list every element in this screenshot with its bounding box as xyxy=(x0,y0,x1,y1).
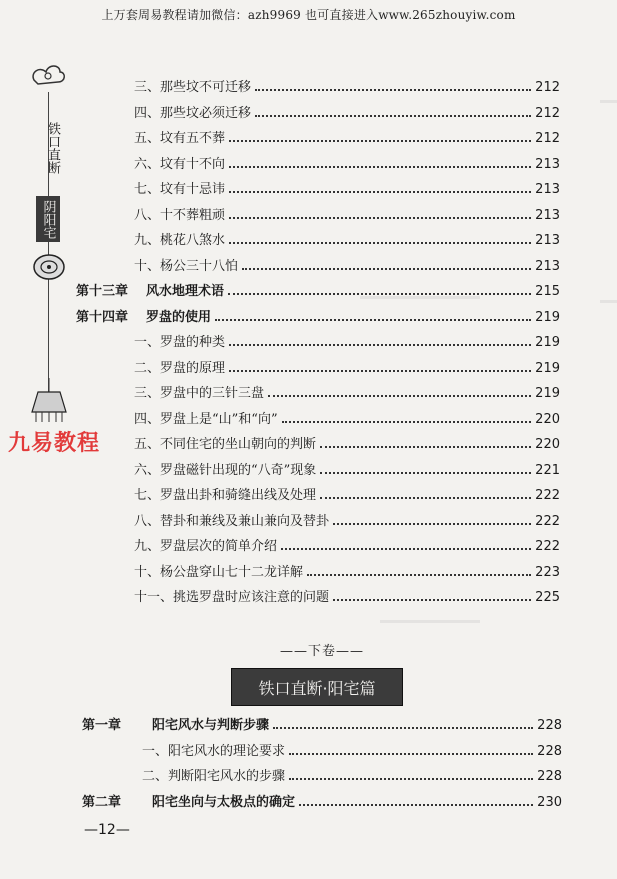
leader-dots xyxy=(289,752,533,755)
leader-dots xyxy=(229,165,531,168)
toc-section-entry[interactable] xyxy=(134,255,560,274)
toc-page-number: 212 xyxy=(535,105,560,121)
toc-title: 二、罗盘的原理 xyxy=(134,360,226,376)
toc-label xyxy=(82,714,269,733)
toc-section-entry[interactable] xyxy=(134,76,560,95)
toc-title: 三、那些坟不可迁移 xyxy=(134,80,252,95)
toc-title: 风水地理术语 xyxy=(146,284,225,299)
toc-label xyxy=(134,153,225,172)
toc-section-entry[interactable] xyxy=(134,561,560,580)
leader-dots xyxy=(281,547,531,550)
toc-label xyxy=(134,586,329,605)
toc-label xyxy=(134,204,225,223)
toc-page-number: 228 xyxy=(537,718,562,733)
leader-dots xyxy=(229,216,531,219)
leader-dots xyxy=(333,598,531,601)
toc-section-entry[interactable] xyxy=(134,535,560,554)
toc-label xyxy=(134,331,225,350)
leader-dots xyxy=(299,803,533,806)
page-number: —12— xyxy=(84,822,130,838)
toc-page-number: 213 xyxy=(535,182,560,197)
toc-page-number: 213 xyxy=(535,258,560,274)
side-title: 铁口直断 xyxy=(45,122,60,174)
toc-label xyxy=(134,229,225,248)
leader-dots xyxy=(229,369,531,372)
toc-chapter-entry[interactable] xyxy=(76,280,560,299)
toc-label xyxy=(76,280,224,299)
toc-page-number: 222 xyxy=(535,488,560,503)
toc-page-number: 228 xyxy=(537,769,562,784)
toc-section-entry[interactable] xyxy=(134,331,560,350)
toc-page-number: 221 xyxy=(535,462,560,478)
leader-dots xyxy=(255,114,531,117)
medallion-ornament-icon xyxy=(32,252,66,282)
toc-section-entry[interactable] xyxy=(134,459,560,478)
leader-dots xyxy=(273,726,533,729)
tassel-ornament-icon xyxy=(28,378,70,424)
toc-label xyxy=(134,408,278,427)
toc-section-entry[interactable] xyxy=(134,433,560,452)
toc-title: 一、阳宅风水的理论要求 xyxy=(142,743,286,759)
toc-section-entry[interactable] xyxy=(134,204,560,223)
toc-label xyxy=(142,765,285,784)
toc-page-number: 213 xyxy=(535,156,560,172)
leader-dots xyxy=(320,471,531,474)
toc-title: 六、坟有十不向 xyxy=(134,156,226,172)
leader-dots xyxy=(268,394,531,397)
leader-dots xyxy=(242,267,531,270)
toc-title: 三、罗盘中的三针三盘 xyxy=(134,386,265,401)
page-header: 上万套周易教程请加微信：azh9969 也可直接进入www.265zhouyiw.com xyxy=(101,8,516,22)
leader-dots xyxy=(229,139,531,142)
toc-title: 五、不同住宅的坐山朝向的判断 xyxy=(134,437,317,452)
toc-section-entry[interactable] xyxy=(134,408,560,427)
chapter-number: 第二章 xyxy=(82,794,122,810)
toc-label xyxy=(134,255,238,274)
toc-label xyxy=(134,178,225,197)
toc-page-number: 215 xyxy=(535,284,560,299)
toc-title: 七、罗盘出卦和骑缝出线及处理 xyxy=(134,488,317,503)
toc-title: 四、那些坟必须迁移 xyxy=(134,105,252,121)
toc-title: 阳宅坐向与太极点的确定 xyxy=(152,794,296,810)
leader-dots xyxy=(289,777,533,780)
chapter-number: 第十三章 xyxy=(76,284,129,299)
toc-page-number: 228 xyxy=(537,743,562,759)
leader-dots xyxy=(282,420,532,423)
toc-section-entry[interactable] xyxy=(134,382,560,401)
toc-section-entry[interactable] xyxy=(134,178,560,197)
leader-dots xyxy=(215,318,531,321)
toc-page-number: 212 xyxy=(535,80,560,95)
cloud-ornament-icon xyxy=(30,62,66,88)
toc-label xyxy=(134,459,316,478)
leader-dots xyxy=(320,496,531,499)
toc-title: 一、罗盘的种类 xyxy=(134,335,226,350)
leader-dots xyxy=(255,88,531,91)
toc-section-entry[interactable] xyxy=(142,740,562,759)
toc-title: 五、坟有五不葬 xyxy=(134,131,226,146)
toc-page-number: 219 xyxy=(535,386,560,401)
toc-section-entry[interactable] xyxy=(142,765,562,784)
toc-title: 六、罗盘磁针出现的“八奇”现象 xyxy=(134,462,317,478)
toc-label xyxy=(134,382,264,401)
toc-label xyxy=(134,127,225,146)
toc-title: 九、桃花八煞水 xyxy=(134,233,226,248)
toc-page-number: 222 xyxy=(535,513,560,529)
toc-section-entry[interactable] xyxy=(134,153,560,172)
toc-label xyxy=(134,484,316,503)
toc-title: 九、罗盘层次的简单介绍 xyxy=(134,539,278,554)
chapter-number: 第十四章 xyxy=(76,309,129,325)
toc-label xyxy=(76,306,211,325)
toc-section-entry[interactable] xyxy=(134,229,560,248)
toc-label xyxy=(134,561,303,580)
leader-dots xyxy=(333,522,531,525)
toc-section-entry[interactable] xyxy=(134,102,560,121)
toc-label xyxy=(134,433,316,452)
toc-page-number: 219 xyxy=(535,335,560,350)
toc-title: 阳宅风水与判断步骤 xyxy=(152,718,270,733)
toc-title: 二、判断阳宅风水的步骤 xyxy=(142,769,286,784)
toc-page-number: 212 xyxy=(535,131,560,146)
toc-page-number: 213 xyxy=(535,207,560,223)
toc-section-entry[interactable] xyxy=(134,484,560,503)
toc-label xyxy=(134,76,251,95)
toc-page-number: 219 xyxy=(535,360,560,376)
leader-dots xyxy=(229,241,531,244)
toc-section-entry[interactable] xyxy=(134,127,560,146)
toc-title: 十、杨公盘穿山七十二龙详解 xyxy=(134,564,304,580)
toc-page-number: 230 xyxy=(537,794,562,810)
leader-dots xyxy=(229,190,531,193)
toc-title: 罗盘的使用 xyxy=(146,309,212,325)
toc-label xyxy=(134,510,329,529)
leader-dots xyxy=(228,292,531,295)
leader-dots xyxy=(229,343,531,346)
toc-page-number: 225 xyxy=(535,590,560,605)
toc-title: 十、杨公三十八怕 xyxy=(134,258,239,274)
toc-section-entry[interactable] xyxy=(134,510,560,529)
chapter-number: 第一章 xyxy=(82,718,122,733)
toc-title: 四、罗盘上是“山”和“向” xyxy=(134,411,278,427)
toc-label xyxy=(134,357,225,376)
leader-dots xyxy=(307,573,531,576)
volume-divider: ——下卷—— xyxy=(280,644,365,659)
leader-dots xyxy=(320,445,531,448)
toc-chapter-entry[interactable] xyxy=(82,714,562,733)
toc-chapter-entry[interactable] xyxy=(76,306,560,325)
toc-page-number: 223 xyxy=(535,564,560,580)
side-section: 阴阳宅 xyxy=(36,196,60,242)
toc-title: 七、坟有十忌讳 xyxy=(134,182,226,197)
toc-chapter-entry[interactable] xyxy=(82,791,562,810)
toc-page-number: 220 xyxy=(535,411,560,427)
toc-page-number: 219 xyxy=(535,309,560,325)
toc-title: 八、替卦和兼线及兼山兼向及替卦 xyxy=(134,513,330,529)
toc-section-entry[interactable] xyxy=(134,357,560,376)
part-banner: 铁口直断·阳宅篇 xyxy=(231,668,403,706)
toc-label xyxy=(82,791,295,810)
toc-section-entry[interactable] xyxy=(134,586,560,605)
toc-label xyxy=(142,740,285,759)
toc-page-number: 220 xyxy=(535,437,560,452)
toc-title: 十一、挑选罗盘时应该注意的问题 xyxy=(134,590,330,605)
toc-page-number: 213 xyxy=(535,233,560,248)
toc-page-number: 222 xyxy=(535,539,560,554)
toc-label xyxy=(134,102,251,121)
toc-title: 八、十不葬粗顽 xyxy=(134,207,226,223)
watermark: 九易教程 xyxy=(8,431,101,456)
toc-label xyxy=(134,535,277,554)
